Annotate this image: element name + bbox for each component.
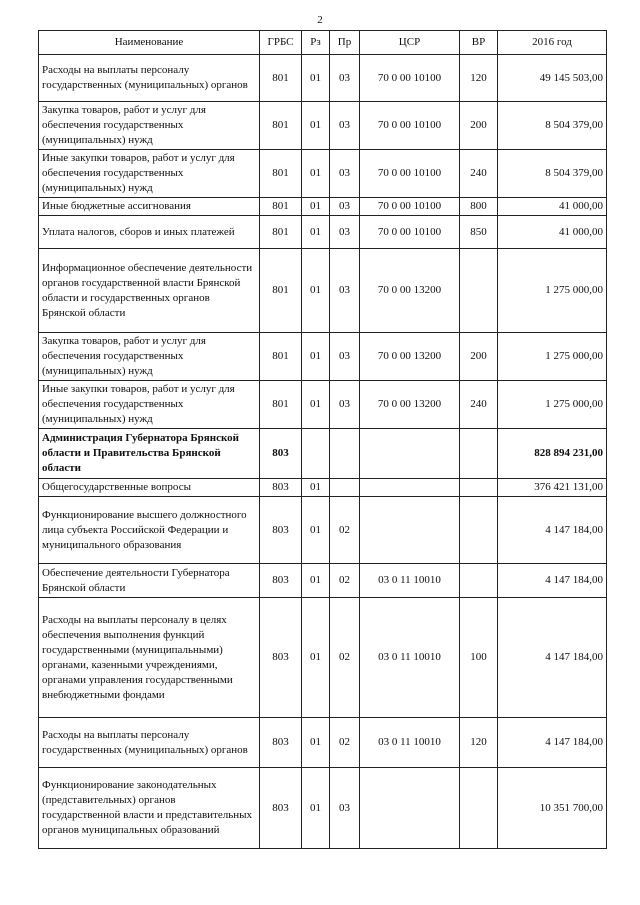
cell-amount: 8 504 379,00 [498,150,607,198]
cell-rz: 01 [302,150,330,198]
cell-csr: 70 0 00 13200 [360,333,460,381]
header-csr: ЦСР [360,31,460,55]
cell-amount: 1 275 000,00 [498,333,607,381]
cell-pr: 02 [330,718,360,768]
cell-csr: 70 0 00 10100 [360,198,460,216]
cell-grbs: 803 [260,429,302,479]
cell-csr: 03 0 11 10010 [360,564,460,598]
cell-rz: 01 [302,768,330,849]
cell-pr: 03 [330,381,360,429]
table-row [39,102,607,150]
cell-csr [360,429,460,479]
cell-vr: 200 [460,333,498,381]
cell-rz [302,429,330,479]
cell-amount: 8 504 379,00 [498,102,607,150]
cell-amount: 4 147 184,00 [498,497,607,564]
cell-csr: 03 0 11 10010 [360,598,460,718]
cell-vr: 120 [460,55,498,102]
cell-amount: 41 000,00 [498,216,607,249]
cell-name: Расходы на выплаты персоналу государственных (муниципальных) органов [39,718,260,768]
cell-rz: 01 [302,333,330,381]
cell-vr: 120 [460,718,498,768]
cell-pr: 02 [330,598,360,718]
cell-csr [360,497,460,564]
cell-csr: 70 0 00 10100 [360,150,460,198]
cell-csr [360,479,460,497]
cell-amount: 4 147 184,00 [498,564,607,598]
cell-amount: 41 000,00 [498,198,607,216]
cell-vr: 200 [460,102,498,150]
cell-pr [330,479,360,497]
cell-vr: 850 [460,216,498,249]
cell-vr [460,249,498,333]
cell-rz: 01 [302,198,330,216]
cell-csr: 70 0 00 13200 [360,249,460,333]
table-row [39,55,607,102]
cell-rz: 01 [302,102,330,150]
cell-name: Закупка товаров, работ и услуг для обеспечения государственных (муниципальных) нужд [39,102,260,150]
cell-pr: 03 [330,249,360,333]
cell-amount: 376 421 131,00 [498,479,607,497]
header-pr: Пр [330,31,360,55]
cell-name: Закупка товаров, работ и услуг для обеспечения государственных (муниципальных) нужд [39,333,260,381]
cell-rz: 01 [302,249,330,333]
cell-rz: 01 [302,479,330,497]
cell-grbs: 803 [260,497,302,564]
cell-amount: 1 275 000,00 [498,249,607,333]
header-vr: ВР [460,31,498,55]
cell-vr [460,497,498,564]
cell-vr: 240 [460,381,498,429]
cell-name: Расходы на выплаты персоналу государственных (муниципальных) органов [39,55,260,102]
cell-name: Иные бюджетные ассигнования [39,198,260,216]
table-row [39,429,607,479]
cell-vr: 800 [460,198,498,216]
cell-grbs: 801 [260,216,302,249]
cell-pr: 02 [330,497,360,564]
cell-csr: 70 0 00 10100 [360,55,460,102]
table-header-row [39,31,607,55]
cell-csr: 70 0 00 10100 [360,216,460,249]
cell-pr [330,429,360,479]
table-row [39,768,607,849]
cell-name: Иные закупки товаров, работ и услуг для обеспечения государственных (муниципальных) нужд [39,150,260,198]
cell-csr: 70 0 00 13200 [360,381,460,429]
cell-name: Иные закупки товаров, работ и услуг для обеспечения государственных (муниципальных) нужд [39,381,260,429]
page-number: 2 [317,14,323,26]
header-rz: Рз [302,31,330,55]
cell-vr [460,768,498,849]
cell-rz: 01 [302,564,330,598]
table-row [39,198,607,216]
cell-rz: 01 [302,381,330,429]
cell-name: Общегосударственные вопросы [39,479,260,497]
table-row [39,479,607,497]
table-row [39,333,607,381]
table-row [39,216,607,249]
cell-name: Расходы на выплаты персоналу в целях обеспечения выполнения функций государственными (муниципальными) органами, казенными учреждениями, органами управления государственными внебюджетными фондами [39,598,260,718]
cell-amount: 828 894 231,00 [498,429,607,479]
cell-grbs: 801 [260,381,302,429]
cell-grbs: 803 [260,564,302,598]
cell-grbs: 801 [260,249,302,333]
cell-grbs: 803 [260,598,302,718]
cell-grbs: 801 [260,150,302,198]
cell-pr: 03 [330,768,360,849]
cell-pr: 03 [330,333,360,381]
cell-csr: 70 0 00 10100 [360,102,460,150]
cell-name: Функционирование высшего должностного лица субъекта Российской Федерации и муниципального образования [39,497,260,564]
table-row [39,150,607,198]
cell-pr: 03 [330,102,360,150]
cell-vr: 240 [460,150,498,198]
cell-amount: 4 147 184,00 [498,598,607,718]
table-row [39,497,607,564]
cell-name: Функционирование законодательных (представительных) органов государственной власти и представительных органов муниципальных образований [39,768,260,849]
cell-pr: 03 [330,198,360,216]
table-row [39,381,607,429]
cell-csr [360,768,460,849]
cell-name: Информационное обеспечение деятельности органов государственной власти Брянской области и государственных органов Брянской области [39,249,260,333]
cell-vr [460,479,498,497]
cell-vr [460,564,498,598]
cell-rz: 01 [302,497,330,564]
cell-rz: 01 [302,55,330,102]
cell-pr: 03 [330,150,360,198]
table-row [39,598,607,718]
cell-vr [460,429,498,479]
cell-grbs: 803 [260,479,302,497]
cell-grbs: 803 [260,718,302,768]
cell-pr: 02 [330,564,360,598]
cell-rz: 01 [302,598,330,718]
cell-pr: 03 [330,216,360,249]
table-row [39,249,607,333]
cell-amount: 1 275 000,00 [498,381,607,429]
cell-rz: 01 [302,216,330,249]
cell-grbs: 801 [260,55,302,102]
cell-name: Уплата налогов, сборов и иных платежей [39,216,260,249]
cell-vr: 100 [460,598,498,718]
table-row [39,718,607,768]
cell-grbs: 801 [260,333,302,381]
cell-rz: 01 [302,718,330,768]
cell-name: Обеспечение деятельности Губернатора Брянской области [39,564,260,598]
header-name: Наименование [39,31,260,55]
cell-grbs: 803 [260,768,302,849]
header-grbs: ГРБС [260,31,302,55]
budget-table [38,30,607,849]
cell-grbs: 801 [260,198,302,216]
cell-amount: 4 147 184,00 [498,718,607,768]
cell-pr: 03 [330,55,360,102]
cell-amount: 49 145 503,00 [498,55,607,102]
header-year: 2016 год [498,31,607,55]
table-row [39,564,607,598]
cell-csr: 03 0 11 10010 [360,718,460,768]
cell-amount: 10 351 700,00 [498,768,607,849]
cell-grbs: 801 [260,102,302,150]
cell-name: Администрация Губернатора Брянской области и Правительства Брянской области [39,429,260,479]
